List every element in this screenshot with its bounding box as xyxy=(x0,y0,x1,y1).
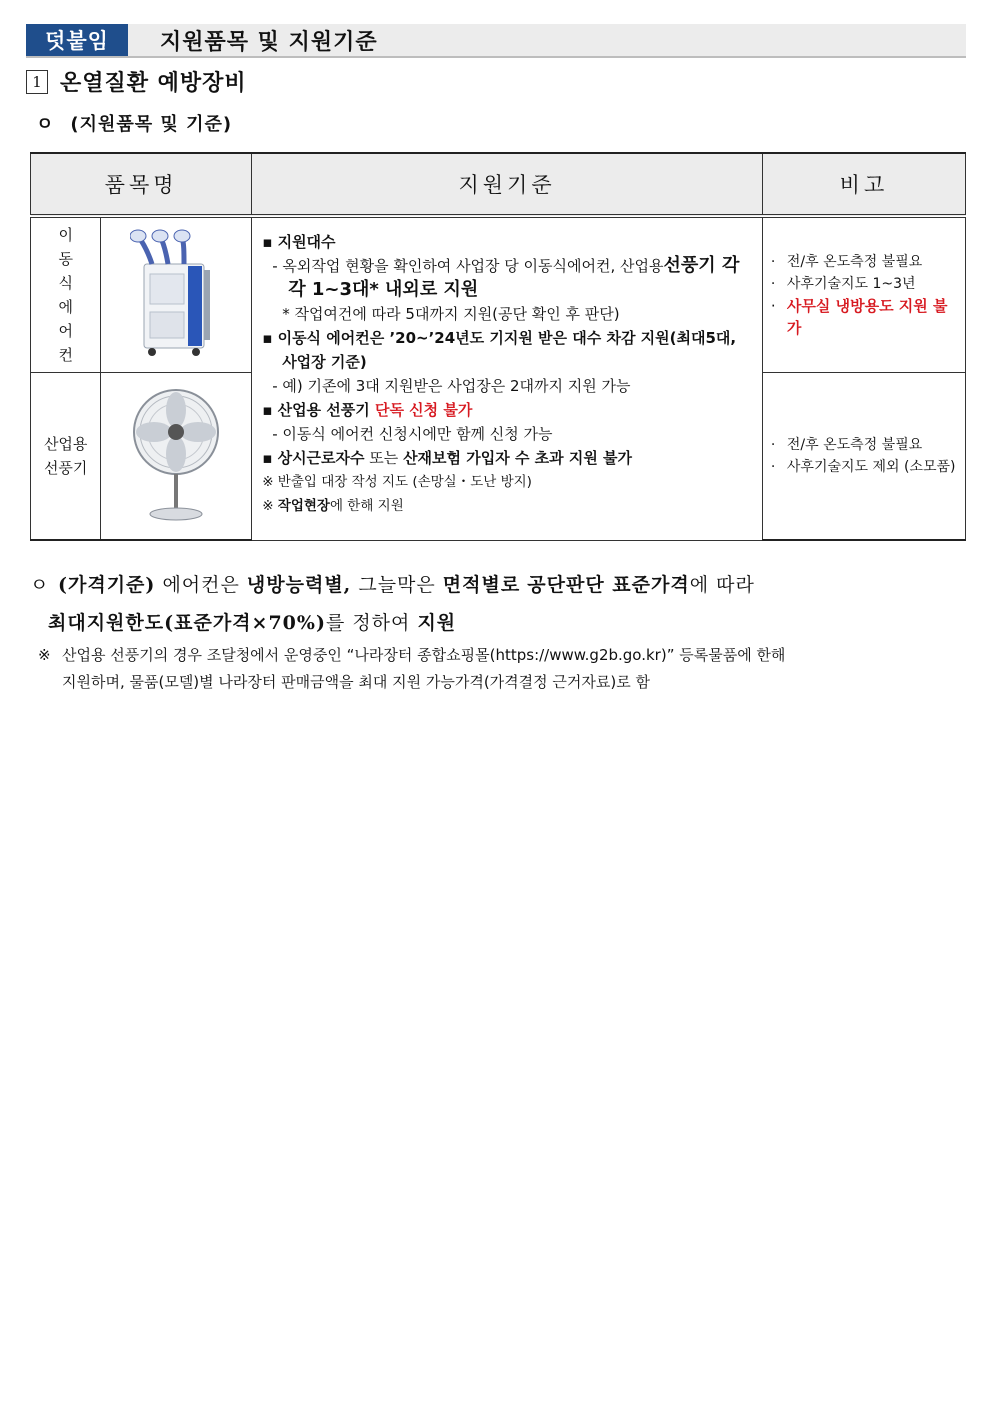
notes-fan xyxy=(762,372,965,540)
criteria-line: ▪ 산업용 선풍기 단독 신청 불가 xyxy=(262,401,473,419)
support-table xyxy=(30,152,966,541)
footnote xyxy=(38,642,958,696)
header-bar xyxy=(26,24,966,58)
header-notes: 비고 xyxy=(762,153,965,216)
header-badge: 덧붙임 xyxy=(26,24,128,56)
criteria-line: ▪ 상시근로자수 또는 산재보험 가입자 수 초과 지원 불가 xyxy=(262,449,633,467)
criteria-line: ※ 반출입 대장 작성 지도 (손망실・도난 방지) xyxy=(262,474,532,490)
criteria-line: * 작업여건에 따라 5대까지 지원(공단 확인 후 판단) xyxy=(282,305,620,323)
section-number: 1 xyxy=(26,70,48,94)
price-line-1: ㅇ (가격기준) 에어컨은 냉방능력별, 그늘막은 면적별로 공단판단 표준가격에 따라 xyxy=(30,574,755,596)
header-title: 지원품목 및 지원기준 xyxy=(160,30,378,55)
note-item: · 사무실 냉방용도 지원 불가 xyxy=(770,296,948,337)
price-criteria xyxy=(30,566,755,642)
industrial-fan-icon xyxy=(101,372,252,540)
item-name-aircon: 이 동 식 에 어 컨 xyxy=(31,216,101,372)
criteria-line: ▪ 이동식 에어컨은 ’20~’24년도 기지원 받은 대수 차감 지원(최대5대, xyxy=(262,329,737,347)
table-row-aircon xyxy=(31,216,966,372)
criteria-line: - 예) 기존에 3대 지원받은 사업장은 2대까지 지원 가능 xyxy=(272,377,631,395)
criteria-line: 각 1~3대* 내외로 지원 xyxy=(288,279,479,300)
section-title xyxy=(26,66,247,97)
subtitle-bullet: ㅇ xyxy=(36,114,55,135)
footnote-line-1: ※ 산업용 선풍기의 경우 조달청에서 운영중인 “나라장터 종합쇼핑몰(https://www.g2b.go.kr)” 등록물품에 한해 xyxy=(38,646,786,664)
portable-aircon-icon xyxy=(101,216,252,372)
note-item: · 전/후 온도측정 불필요 xyxy=(770,436,923,453)
subtitle xyxy=(36,110,232,136)
footnote-line-2: 지원하며, 물품(모델)별 나라장터 판매금액을 최대 지원 가능가격(가격결정 근거자료)로 함 xyxy=(62,673,650,691)
criteria-line: ※ 작업현장에 한해 지원 xyxy=(262,498,404,514)
note-item: · 사후기술지도 1~3년 xyxy=(770,275,916,292)
criteria-cell xyxy=(252,216,763,540)
note-item: · 전/후 온도측정 불필요 xyxy=(770,253,923,270)
criteria-line: 사업장 기준) xyxy=(282,353,367,371)
notes-aircon xyxy=(762,216,965,372)
item-name-fan: 산업용 선풍기 xyxy=(31,372,101,540)
criteria-line: - 옥외작업 현황을 확인하여 사업장 당 이동식에어컨, 산업용선풍기 각 xyxy=(272,255,740,276)
price-line-2: 최대지원한도(표준가격×70%)를 정하여 지원 xyxy=(48,612,457,634)
section-heading: 온열질환 예방장비 xyxy=(60,71,247,96)
table-header-row xyxy=(31,153,966,216)
subtitle-text: (지원품목 및 기준) xyxy=(70,114,233,135)
criteria-line: - 이동식 에어컨 신청시에만 함께 신청 가능 xyxy=(272,425,553,443)
header-criteria: 지원기준 xyxy=(252,153,763,216)
note-item: · 사후기술지도 제외 (소모품) xyxy=(770,458,956,475)
header-item-name: 품목명 xyxy=(31,153,252,216)
criteria-line: ▪ 지원대수 xyxy=(262,233,336,251)
